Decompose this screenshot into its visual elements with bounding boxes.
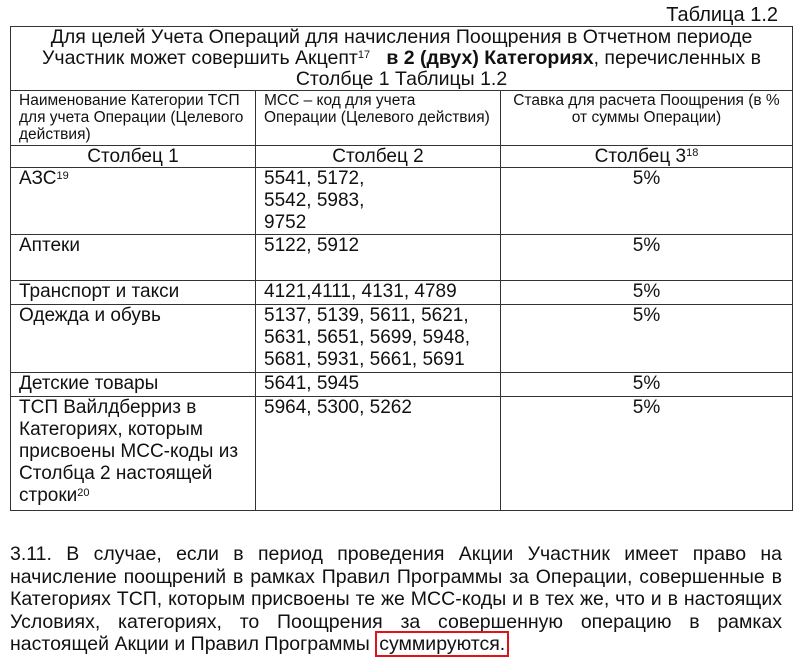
table-row bbox=[11, 397, 793, 511]
rate-cell: 5% bbox=[501, 168, 793, 235]
column-number-3-footnote: 18 bbox=[686, 147, 699, 159]
table-caption bbox=[11, 27, 793, 91]
category-cell bbox=[11, 397, 256, 511]
table-row bbox=[11, 281, 793, 305]
table-row bbox=[11, 168, 793, 235]
category-cell: Детские товары bbox=[11, 373, 256, 397]
caption-text: Для целей Учета Операций для начисления Поощрения в Отчетном периоде Участник может совершить Акцепт bbox=[42, 26, 753, 69]
column-number-1: Столбец 1 bbox=[11, 146, 256, 168]
paragraph-text: 3.11. В случае, если в период проведения Акции Участник имеет право на начисление поощрений в рамках Правил Программы за Операции, совершенные в Категориях ТСП, которым присвоены те же МСС-коды и в тех же, что и в настоящих Условиях, категориях, то Поощрения за совершенную операцию в рамках настоящей Акции и Правил Программы bbox=[10, 543, 782, 655]
header-rate: Ставка для расчета Поощрения (в % от суммы Операции) bbox=[501, 91, 793, 146]
column-number-2: Столбец 2 bbox=[256, 146, 501, 168]
category-cell: Транспорт и такси bbox=[11, 281, 256, 305]
mcc-cell: 5641, 5945 bbox=[256, 373, 501, 397]
mcc-cell: 5122, 5912 bbox=[256, 235, 501, 281]
paragraph-3-11 bbox=[10, 543, 782, 656]
category-cell bbox=[11, 168, 256, 235]
caption-footnote: 17 bbox=[357, 49, 371, 61]
clipped-next-line bbox=[10, 655, 800, 663]
mcc-cell: 4121,4111, 4131, 4789 bbox=[256, 281, 501, 305]
header-mcc: МСС – код для учета Операции (Целевого действия) bbox=[256, 91, 501, 146]
caption-bold: в 2 (двух) Категориях bbox=[386, 47, 594, 69]
header-category: Наименование Категории ТСП для учета Операции (Целевого действия) bbox=[11, 91, 256, 146]
caption-text-end: , перечисленных в Столбце 1 Таблицы 1.2 bbox=[295, 47, 761, 90]
categories-table bbox=[10, 26, 793, 511]
table-row bbox=[11, 235, 793, 281]
rate-cell: 5% bbox=[501, 373, 793, 397]
highlighted-word: суммируются. bbox=[375, 631, 509, 657]
table-label: Таблица 1.2 bbox=[666, 4, 778, 26]
category-name: ТСП Вайлдберриз в Категориях, которым присвоены МСС-коды из Столбца 2 настоящей строки bbox=[19, 397, 239, 506]
mcc-cell: 5541, 5172, 5542, 5983, 9752 bbox=[256, 168, 501, 235]
category-cell: Одежда и обувь bbox=[11, 305, 256, 373]
rate-cell: 5% bbox=[501, 397, 793, 511]
category-footnote: 19 bbox=[56, 170, 69, 182]
category-footnote: 20 bbox=[77, 487, 90, 499]
rate-cell: 5% bbox=[501, 235, 793, 281]
clipped-previous-line bbox=[0, 0, 800, 3]
mcc-cell: 5964, 5300, 5262 bbox=[256, 397, 501, 511]
category-name: АЗС bbox=[19, 168, 57, 189]
table-row bbox=[11, 305, 793, 373]
column-number-3-text: Столбец 3 bbox=[594, 146, 687, 167]
category-cell: Аптеки bbox=[11, 235, 256, 281]
column-number-3 bbox=[501, 146, 793, 168]
rate-cell: 5% bbox=[501, 281, 793, 305]
table-row bbox=[11, 373, 793, 397]
rate-cell: 5% bbox=[501, 305, 793, 373]
mcc-cell: 5137, 5139, 5611, 5621, 5631, 5651, 5699, 5948, 5681, 5931, 5661, 5691 bbox=[256, 305, 501, 373]
